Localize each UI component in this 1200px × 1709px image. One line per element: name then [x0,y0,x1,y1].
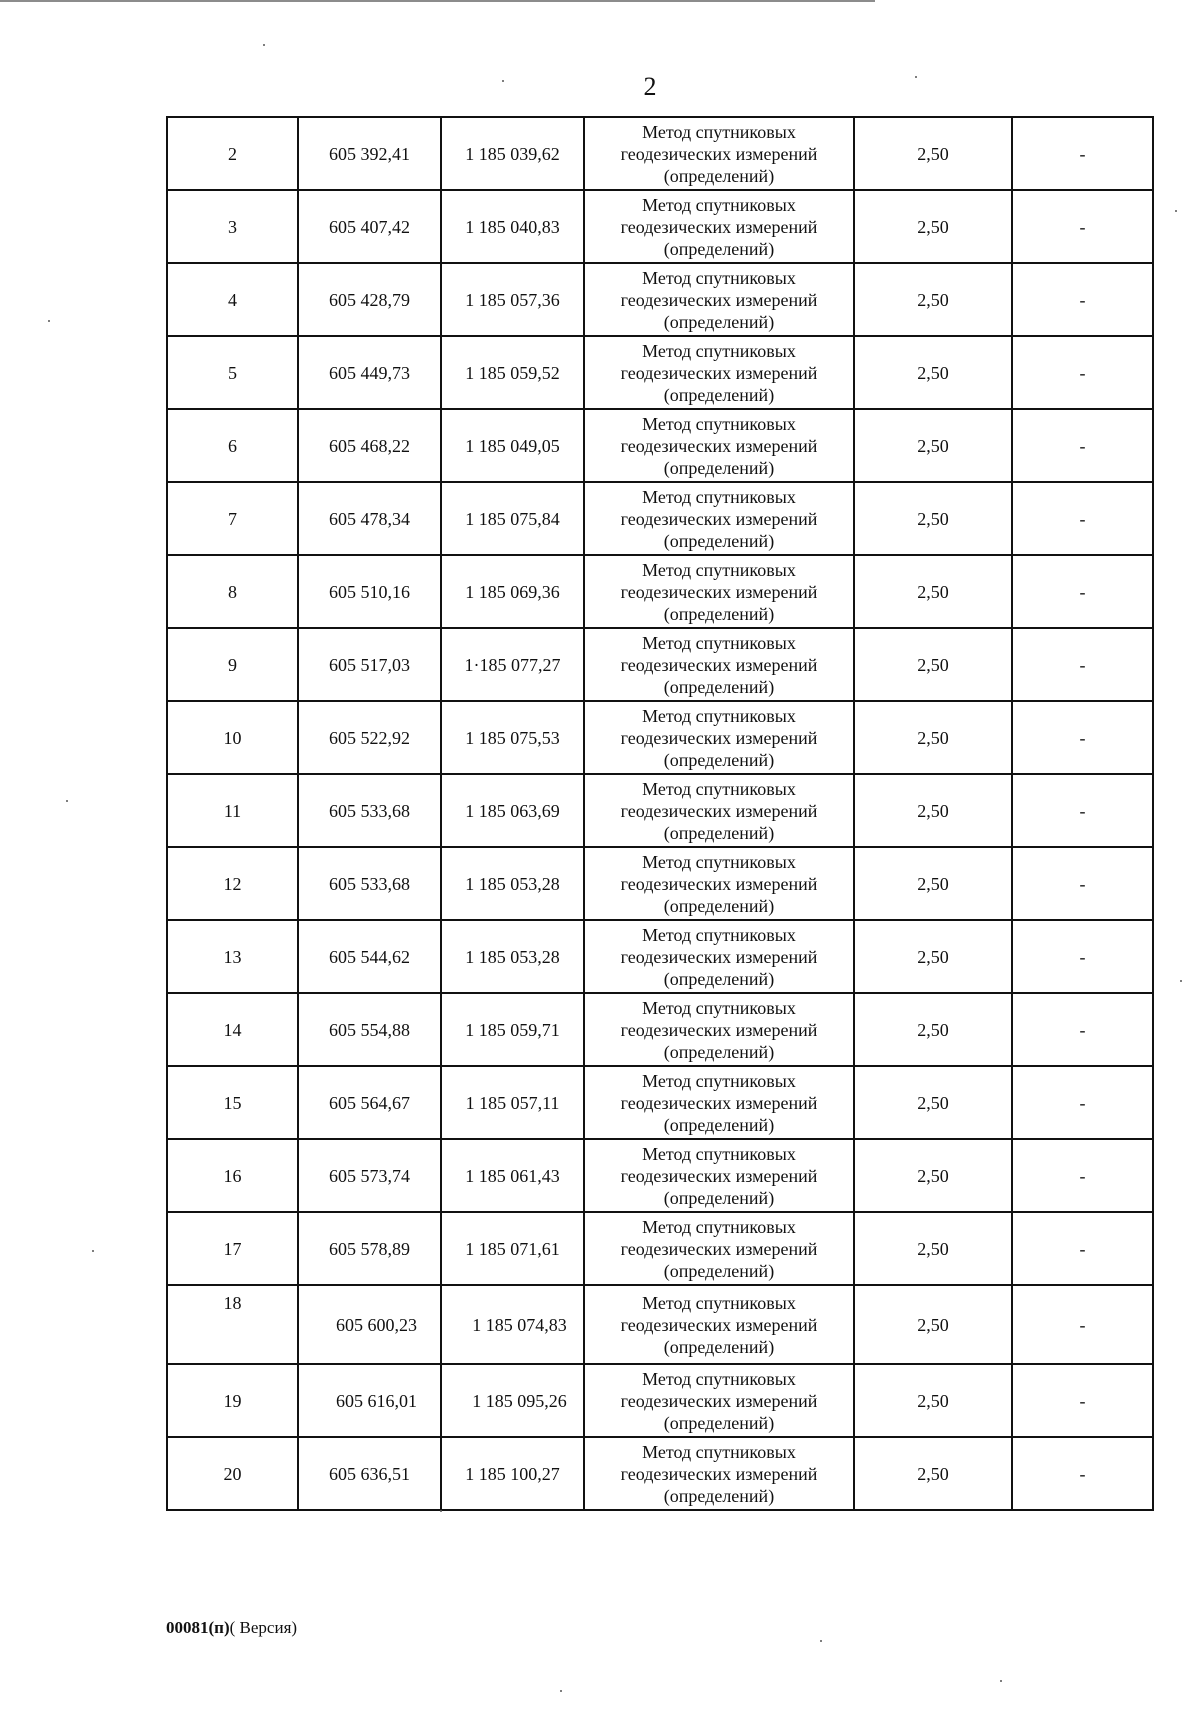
y-coordinate-cell: 1 185 100,27 [441,1437,584,1510]
extra-cell: - [1012,628,1153,701]
table-row [167,774,1153,847]
table-row [167,701,1153,774]
y-coordinate-cell: 1 185 053,28 [441,920,584,993]
extra-cell: - [1012,117,1153,190]
y-coordinate-cell: 1 185 057,36 [441,263,584,336]
method-text: Метод спутниковых геодезических измерений (определений) [620,1143,818,1208]
table-row [167,409,1153,482]
extra-cell: - [1012,774,1153,847]
x-coordinate-cell: 605 510,16 [298,555,441,628]
accuracy-cell: 2,50 [854,336,1012,409]
method-text: Метод спутниковых геодезических измерений (определений) [620,559,818,624]
scan-speck [440,1510,442,1512]
x-coordinate-cell: 605 478,34 [298,482,441,555]
method-cell [584,1066,854,1139]
x-coordinate-cell: 605 522,92 [298,701,441,774]
method-cell [584,774,854,847]
method-text: Метод спутниковых геодезических измерений (определений) [620,705,818,770]
x-coordinate-cell: 605 517,03 [298,628,441,701]
scan-edge-line [0,0,875,2]
accuracy-cell: 2,50 [854,1364,1012,1437]
y-coordinate-cell: 1 185 071,61 [441,1212,584,1285]
y-coordinate-cell: 1 185 069,36 [441,555,584,628]
table-row [167,1364,1153,1437]
table-row [167,1212,1153,1285]
scan-speck [1180,980,1182,982]
x-coordinate-cell: 605 573,74 [298,1139,441,1212]
method-cell [584,409,854,482]
y-coordinate-cell: 1 185 095,26 [441,1364,584,1437]
table-row [167,1285,1153,1364]
extra-cell: - [1012,1285,1153,1364]
method-cell [584,336,854,409]
footer-code: 00081(п) [166,1618,230,1637]
method-text: Метод спутниковых геодезических измерений (определений) [620,851,818,916]
scan-speck [915,76,917,78]
table-row [167,555,1153,628]
scan-speck [263,44,265,46]
extra-cell: - [1012,1139,1153,1212]
scan-speck [48,320,50,322]
point-number-cell: 18 [167,1285,298,1364]
y-coordinate-cell: 1 185 053,28 [441,847,584,920]
scan-speck [502,80,504,82]
extra-cell: - [1012,847,1153,920]
footer-version: ( Версия) [229,1618,298,1637]
point-number-cell: 2 [167,117,298,190]
point-number-cell: 11 [167,774,298,847]
method-text: Метод спутниковых геодезических измерений (определений) [620,267,818,332]
x-coordinate-cell: 605 407,42 [298,190,441,263]
method-text: Метод спутниковых геодезических измерений (определений) [620,121,818,186]
point-number-cell: 14 [167,993,298,1066]
x-coordinate-cell: 605 533,68 [298,847,441,920]
table-row [167,1066,1153,1139]
method-text: Метод спутниковых геодезических измерений (определений) [620,1292,818,1357]
accuracy-cell: 2,50 [854,993,1012,1066]
point-number-cell: 7 [167,482,298,555]
y-coordinate-cell: 1 185 074,83 [441,1285,584,1364]
y-coordinate-cell: 1 185 059,52 [441,336,584,409]
x-coordinate-cell: 605 428,79 [298,263,441,336]
method-text: Метод спутниковых геодезических измерений (определений) [620,778,818,843]
method-text: Метод спутниковых геодезических измерений (определений) [620,632,818,697]
scan-speck [560,1690,562,1692]
accuracy-cell: 2,50 [854,1437,1012,1510]
x-coordinate-cell: 605 636,51 [298,1437,441,1510]
table-row [167,847,1153,920]
table-row [167,1437,1153,1510]
accuracy-cell: 2,50 [854,555,1012,628]
method-cell [584,1139,854,1212]
point-number-cell: 4 [167,263,298,336]
method-cell [584,555,854,628]
point-number-cell: 6 [167,409,298,482]
method-cell [584,847,854,920]
x-coordinate-cell: 605 564,67 [298,1066,441,1139]
method-text: Метод спутниковых геодезических измерений (определений) [620,924,818,989]
point-number-cell: 3 [167,190,298,263]
y-coordinate-cell: 1 185 075,84 [441,482,584,555]
extra-cell: - [1012,409,1153,482]
method-text: Метод спутниковых геодезических измерений (определений) [620,413,818,478]
accuracy-cell: 2,50 [854,628,1012,701]
method-text: Метод спутниковых геодезических измерений (определений) [620,997,818,1062]
method-cell [584,920,854,993]
x-coordinate-cell: 605 554,88 [298,993,441,1066]
method-text: Метод спутниковых геодезических измерений (определений) [620,1441,818,1506]
accuracy-cell: 2,50 [854,1285,1012,1364]
accuracy-cell: 2,50 [854,190,1012,263]
scan-speck [820,1640,822,1642]
point-number-cell: 17 [167,1212,298,1285]
method-text: Метод спутниковых геодезических измерений (определений) [620,340,818,405]
extra-cell: - [1012,993,1153,1066]
x-coordinate-cell: 605 616,01 [298,1364,441,1437]
point-number-cell: 20 [167,1437,298,1510]
y-coordinate-cell: 1 185 059,71 [441,993,584,1066]
method-text: Метод спутниковых геодезических измерений (определений) [620,1070,818,1135]
point-number-cell: 12 [167,847,298,920]
point-number-cell: 13 [167,920,298,993]
accuracy-cell: 2,50 [854,263,1012,336]
method-cell [584,482,854,555]
point-number-cell: 5 [167,336,298,409]
scan-speck [1175,210,1177,212]
y-coordinate-cell: 1 185 039,62 [441,117,584,190]
table-row [167,263,1153,336]
x-coordinate-cell: 605 449,73 [298,336,441,409]
point-number-cell: 16 [167,1139,298,1212]
x-coordinate-cell: 605 600,23 [298,1285,441,1364]
accuracy-cell: 2,50 [854,1066,1012,1139]
method-cell [584,993,854,1066]
point-number-cell: 9 [167,628,298,701]
accuracy-cell: 2,50 [854,409,1012,482]
table-row [167,336,1153,409]
accuracy-cell: 2,50 [854,482,1012,555]
document-footer-code [166,1618,297,1638]
accuracy-cell: 2,50 [854,1212,1012,1285]
x-coordinate-cell: 605 533,68 [298,774,441,847]
x-coordinate-cell: 605 392,41 [298,117,441,190]
method-cell [584,1285,854,1364]
method-cell [584,1364,854,1437]
accuracy-cell: 2,50 [854,920,1012,993]
x-coordinate-cell: 605 468,22 [298,409,441,482]
table-row [167,482,1153,555]
accuracy-cell: 2,50 [854,701,1012,774]
x-coordinate-cell: 605 544,62 [298,920,441,993]
y-coordinate-cell: 1 185 040,83 [441,190,584,263]
scan-speck [1000,1680,1002,1682]
extra-cell: - [1012,1364,1153,1437]
table-row [167,190,1153,263]
extra-cell: - [1012,920,1153,993]
extra-cell: - [1012,263,1153,336]
method-cell [584,1437,854,1510]
method-cell [584,263,854,336]
table-row [167,628,1153,701]
extra-cell: - [1012,1212,1153,1285]
table-row [167,993,1153,1066]
extra-cell: - [1012,336,1153,409]
method-text: Метод спутниковых геодезических измерений (определений) [620,486,818,551]
page-number: 2 [643,72,657,101]
method-cell [584,1212,854,1285]
point-number-cell: 10 [167,701,298,774]
y-coordinate-cell: 1 185 057,11 [441,1066,584,1139]
extra-cell: - [1012,701,1153,774]
y-coordinate-cell: 1 185 063,69 [441,774,584,847]
extra-cell: - [1012,482,1153,555]
method-cell [584,190,854,263]
y-coordinate-cell: 1 185 049,05 [441,409,584,482]
accuracy-cell: 2,50 [854,774,1012,847]
y-coordinate-cell: 1·185 077,27 [441,628,584,701]
scan-speck [92,1250,94,1252]
extra-cell: - [1012,1066,1153,1139]
extra-cell: - [1012,1437,1153,1510]
point-number-cell: 19 [167,1364,298,1437]
accuracy-cell: 2,50 [854,847,1012,920]
method-cell [584,701,854,774]
table-row [167,117,1153,190]
point-number-cell: 8 [167,555,298,628]
point-number-cell: 15 [167,1066,298,1139]
table-row [167,1139,1153,1212]
extra-cell: - [1012,190,1153,263]
x-coordinate-cell: 605 578,89 [298,1212,441,1285]
method-cell [584,628,854,701]
coordinates-table [166,116,1154,1511]
accuracy-cell: 2,50 [854,117,1012,190]
scan-speck [66,800,68,802]
method-cell [584,117,854,190]
y-coordinate-cell: 1 185 075,53 [441,701,584,774]
table-row [167,920,1153,993]
method-text: Метод спутниковых геодезических измерений (определений) [620,1368,818,1433]
y-coordinate-cell: 1 185 061,43 [441,1139,584,1212]
method-text: Метод спутниковых геодезических измерений (определений) [620,1216,818,1281]
accuracy-cell: 2,50 [854,1139,1012,1212]
method-text: Метод спутниковых геодезических измерений (определений) [620,194,818,259]
extra-cell: - [1012,555,1153,628]
